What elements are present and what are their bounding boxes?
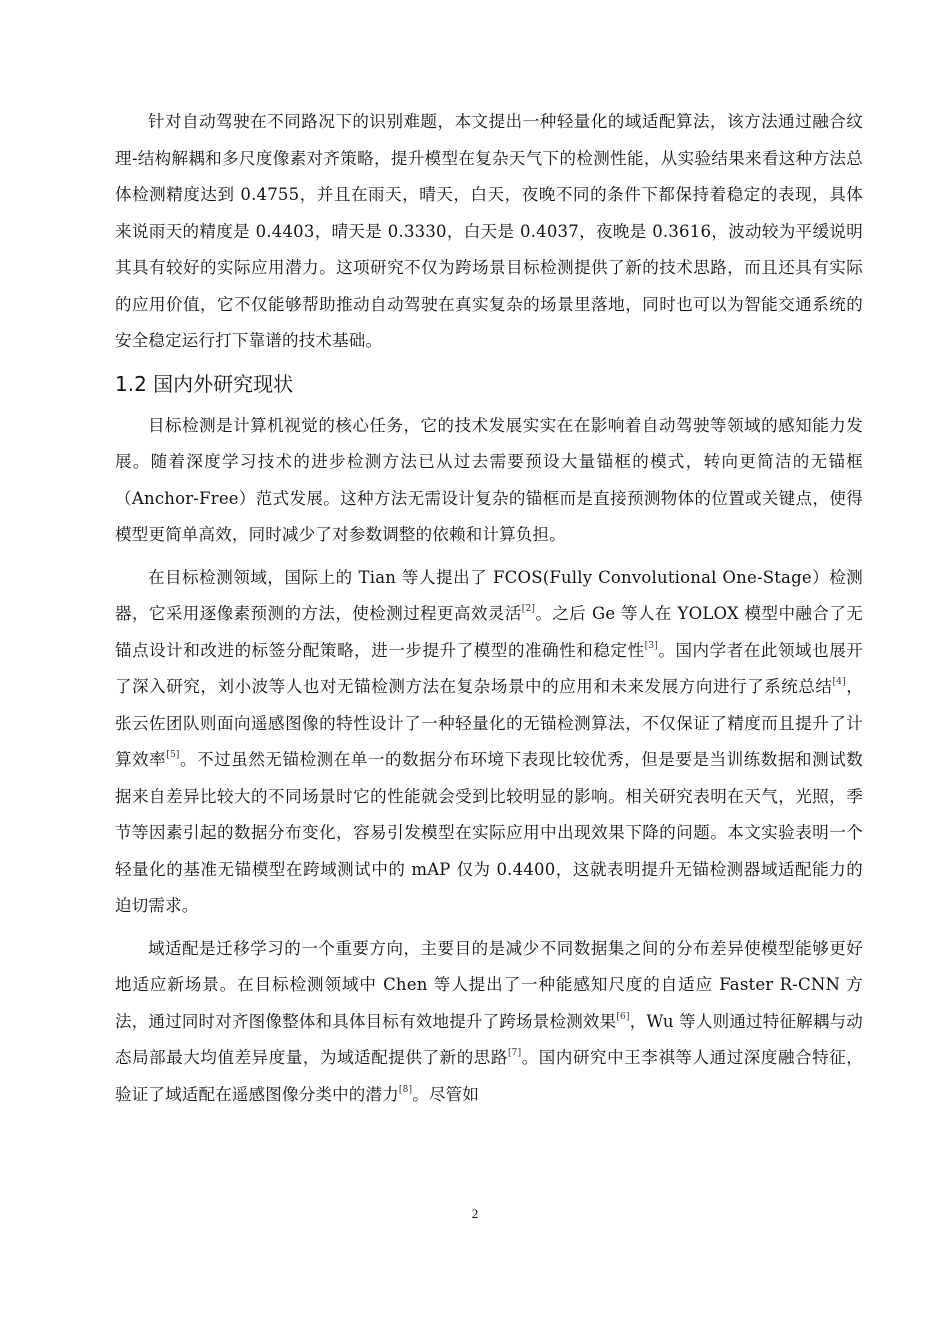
paragraph-3-text: ，张云佐团队则面向遥感图像的特性设计了一种轻量化的无锚检测算法，不仅保证了精度而且提升了计算效率 (115, 677, 863, 769)
paragraph-3-text: 。不过虽然无锚检测在单一的数据分布环境下表现比较优秀，但是要是当训练数据和测试数据来自差异比较大的不同场景时它的性能就会受到比较明显的影响。相关研究表明在天气，光照，季节等因素引起的数据分布变化，容易引发模型在实际应用中出现效果下降的问题。本文实验表明一个轻量化的基准无锚模型在跨域测试中的 mAP 仅为 0.4400，这就表明提升无锚检测器域适配能力的迫切需求。 (115, 750, 864, 915)
citation-2: [2] (521, 604, 536, 614)
citation-3: [3] (644, 640, 658, 651)
citation-6: [6] (616, 1011, 630, 1022)
paragraph-4-text: ，Wu 等人则通过特征解耦与动态局部最大均值差异度量，为域适配提供了新的思路 (115, 1011, 863, 1067)
paragraph-2-text: 目标检测是计算机视觉的核心任务，它的技术发展实实在在影响着自动驾驶等领域的感知能力发展。随着深度学习技术的进步检测方法已从过去需要预设大量锚框的模式，转向更简洁的无锚框（Anchor-Free）范式发展。这种方法无需设计复杂的锚框而是直接预测物体的位置或关键点，使得模型更简单高效，同时减少了对参数调整的依赖和计算负担。 (115, 415, 863, 544)
paragraph-4-text: 域适配是迁移学习的一个重要方向，主要目的是减少不同数据集之间的分布差异使模型能够更好地适应新场景。在目标检测领域中 Chen 等人提出了一种能感知尺度的自适应 Faster R-CNN 方法，通过同时对齐图像整体和具体目标有效地提升了跨场景检测效果 (115, 938, 863, 1031)
paragraph-3-text: 。之后 Ge 等人在 YOLOX 模型中融合了无锚点设计和改进的标签分配策略，进一步提升了模型的准确性和稳定性 (115, 604, 863, 660)
paragraph-3-text: 。国内学者在此领域也展开了深入研究，刘小波等人也对无锚检测方法在复杂场景中的应用和未来发展方向进行了系统总结 (115, 640, 863, 696)
page-body (115, 104, 863, 1113)
paragraph-1-text: 针对自动驾驶在不同路况下的识别难题，本文提出一种轻量化的域适配算法，该方法通过融合纹理-结构解耦和多尺度像素对齐策略，提升模型在复杂天气下的检测性能，从实验结果来看这种方法总体检测精度达到 0.4755，并且在雨天，晴天，白天，夜晚不同的条件下都保持着稳定的表现，具体来说雨天的精度是 0.4403，晴天是 0.3330，白天是 0.4037，夜晚是 0.3616，波动较为平缓说明其具有较好的实际应用潜力。这项研究不仅为跨场景目标检测提供了新的技术思路，而且还具有实际的应用价值，它不仅能够帮助推动自动驾驶在真实复杂的场景里落地，同时也可以为智能交通系统的安全稳定运行打下靠谱的技术基础。 (115, 112, 863, 350)
paragraph-3-text: 在目标检测领域，国际上的 Tian 等人提出了 FCOS(Fully Convolutional One-Stage）检测器，它采用逐像素预测的方法，使检测过程更高效灵活 (115, 567, 863, 623)
paragraph-4 (115, 931, 863, 1114)
paragraph-3 (115, 560, 863, 925)
citation-4: [4] (832, 677, 846, 687)
paragraph-1 (115, 104, 863, 360)
paragraph-4-text: 。尽管如 (412, 1084, 480, 1104)
citation-5: [5] (166, 750, 180, 760)
section-heading: 1.2 国内外研究现状 (115, 371, 294, 396)
paragraph-4-text: 。国内研究中王李祺等人通过深度融合特征，验证了域适配在遥感图像分类中的潜力 (115, 1048, 864, 1104)
page-number: 2 (471, 1206, 479, 1221)
citation-7: [7] (507, 1048, 522, 1058)
citation-8: [8] (398, 1084, 413, 1095)
paragraph-2 (115, 408, 863, 554)
